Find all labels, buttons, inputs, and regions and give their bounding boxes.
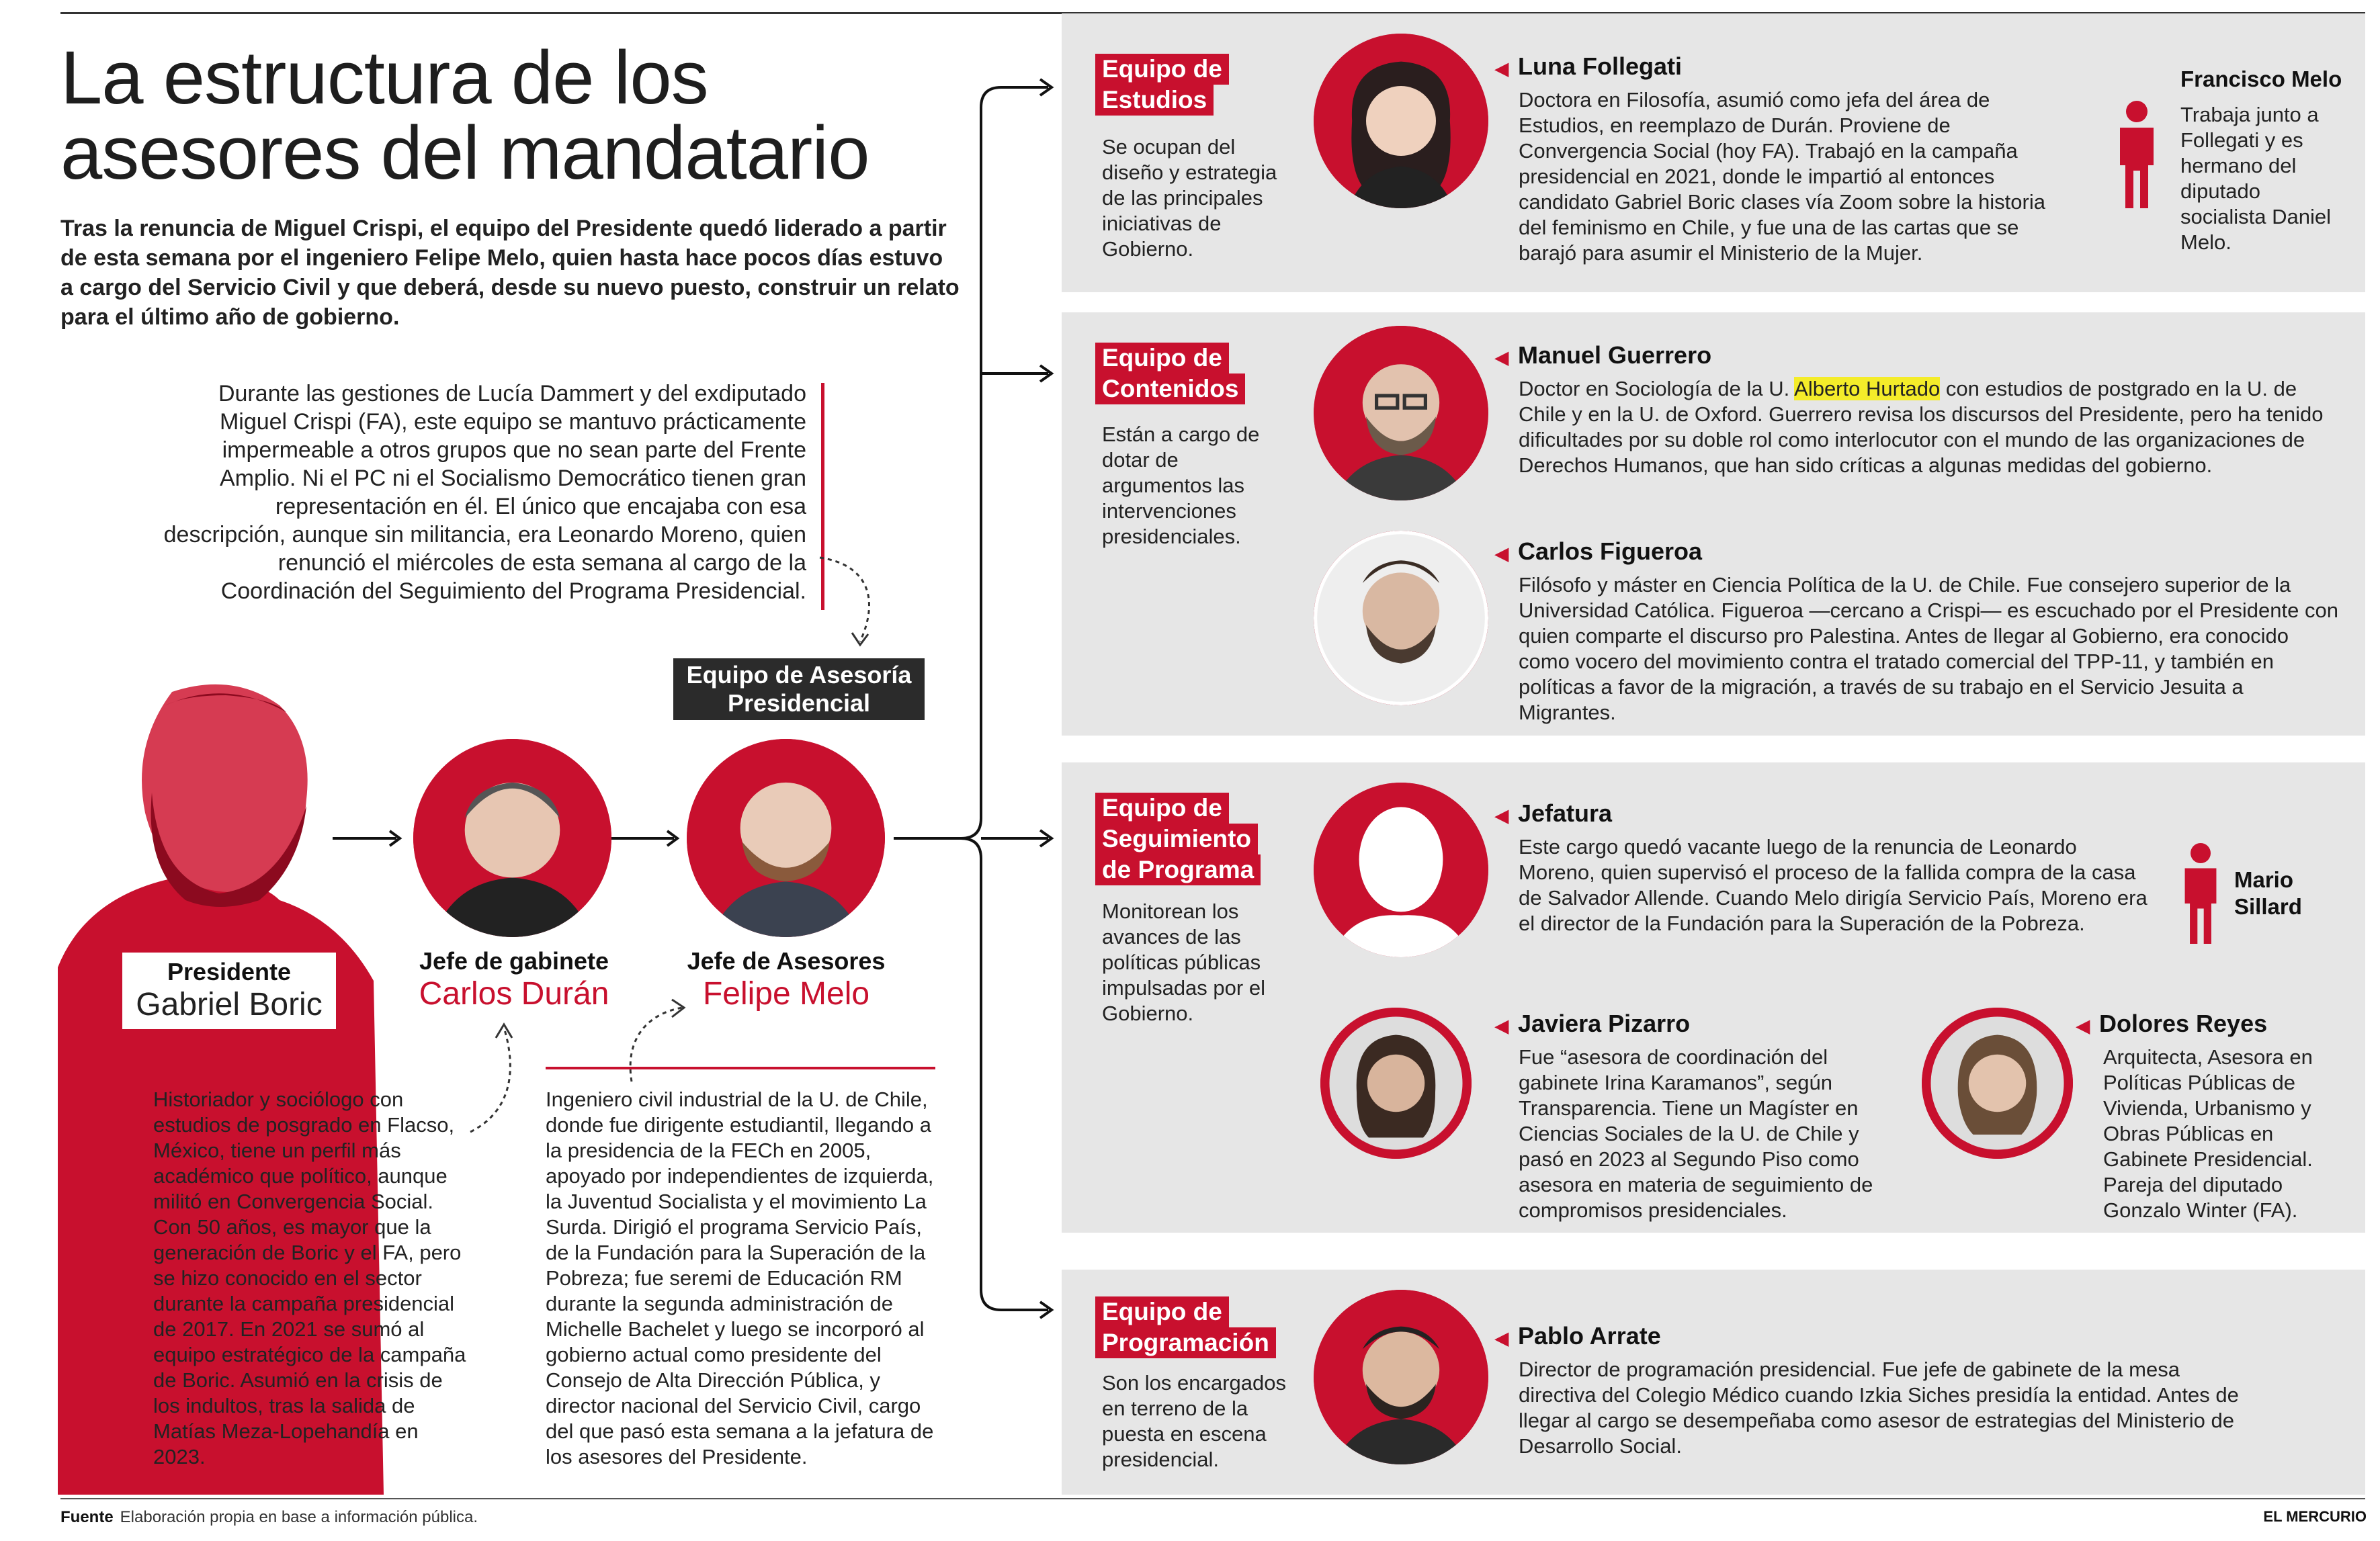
arrow-duran-to-melo [610, 828, 684, 848]
team-estudios-description: Se ocupan del diseño y estrategia de las principales iniciativas de Gobierno. [1102, 135, 1277, 261]
duran-photo [413, 739, 611, 937]
member-name: Manuel Guerrero [1518, 341, 1712, 369]
pointer-icon: ◀ [1495, 58, 1508, 79]
figueroa-name [1495, 537, 1702, 568]
guerrero-text [1519, 376, 2325, 478]
guerrero-photo [1314, 326, 1488, 500]
melo-bio-rule [546, 1067, 935, 1069]
pointer-icon: ◀ [1495, 1328, 1508, 1348]
francisco-melo-name: Francisco Melo [2180, 67, 2342, 91]
guerrero-name [1495, 341, 1711, 371]
pizarro-text: Fue “asesora de coordinación del gabinete Irina Karamanos”, según Transparencia. Tiene un Magíster en Ciencias Sociales de la U. de Chile y pasó en 2023 al Segundo Piso como asesora en materia de seguimiento de compromisos presidenciales. [1519, 1045, 1873, 1222]
source-note [60, 1508, 478, 1527]
duran-bio: Historiador y sociólogo con estudios de posgrado en Flacso, México, tiene un perfil más académico que político, aunque militó en Convergencia Social. Con 50 años, es mayor que la generación de Boric y el FA, pero se hizo conocido en el sector durante la campaña presidencial de 2017. En 2021 se sumó al equipo estratégico de la campaña de Boric. Asumió en la crisis de los indultos, tras la salida de Matías Meza-Lopehandía en 2023. [153, 1088, 466, 1468]
lead-paragraph: Tras la renuncia de Miguel Crispi, el equipo del Presidente quedó liderado a partir de esta semana por el ingeniero Felipe Melo, quien hasta hace pocos días estuvo a cargo del Servicio Civil y que deberá, desde su nuevo puesto, construir un relato para el último año de gobierno. [60, 216, 960, 330]
president-role: Presidente [167, 958, 292, 985]
melo-role: Jefe de Asesores [687, 947, 886, 975]
member-name: Jefatura [1518, 799, 1613, 827]
person-icon [2177, 843, 2224, 947]
jefatura-name [1495, 799, 1612, 830]
follegati-name [1495, 52, 1682, 83]
team-connector [894, 67, 1068, 1330]
team-tag-line: de Programa [1095, 854, 1261, 885]
francisco-melo-text: Trabaja junto a Follegati y es hermano del diputado socialista Daniel Melo. [2180, 103, 2331, 254]
pizarro-name [1495, 1010, 1690, 1040]
dotted-arrow-duran [464, 1018, 524, 1139]
pointer-icon: ◀ [1495, 1016, 1508, 1036]
melo-card [672, 947, 900, 1013]
member-name: Luna Follegati [1518, 52, 1683, 80]
member-name: Carlos Figueroa [1518, 537, 1703, 565]
team-tag-line: Equipo de [1095, 54, 1229, 85]
team-tag-line: Equipo de [1095, 343, 1229, 373]
jefatura-text: Este cargo quedó vacante luego de la renuncia de Leonardo Moreno, quien supervisó el proceso de la fallida compra de la casa de Salvador Allende. Cuando Melo dirigía Servicio País, Moreno era el director de la Fundación para la Superación de la Pobreza. [1519, 835, 2148, 935]
member-name: Dolores Reyes [2099, 1010, 2268, 1037]
reyes-photo [1922, 1008, 2073, 1159]
member-name: Javiera Pizarro [1518, 1010, 1691, 1037]
dotted-arrow-context [806, 551, 887, 652]
pizarro-photo [1320, 1008, 1472, 1159]
team-contenidos-tag [1095, 343, 1245, 404]
team-seguimiento-description: Monitorean los avances de las políticas públicas impulsadas por el Gobierno. [1102, 899, 1265, 1025]
follegati-photo [1314, 34, 1488, 208]
pointer-icon: ◀ [1495, 347, 1508, 367]
bottom-rule [60, 1498, 2365, 1499]
pointer-icon: ◀ [1495, 543, 1508, 564]
reyes-name [2076, 1010, 2267, 1040]
arrate-name [1495, 1322, 1661, 1352]
team-tag-line: Equipo de [1095, 793, 1229, 824]
follegati-text: Doctora en Filosofía, asumió como jefa del área de Estudios, en reemplazo de Durán. Proviene de Convergencia Social (hoy FA). Trabajó en la campaña presidencial en 2021, donde le impartió al entonces candidato Gabriel Boric clases vía Zoom sobre la historia del feminismo en Chile, y fue una de las cartas que se barajó para asumir el Ministerio de la Mujer. [1519, 88, 2045, 265]
guerrero-text-part: Doctor en Sociología de la U. [1519, 377, 1795, 400]
team-tag-line: Estudios [1095, 85, 1214, 116]
arrate-text: Director de programación presidencial. Fue jefe de gabinete de la mesa directiva del Colegio Médico cuando Izkia Siches presidía la entidad. Antes de llegar al cargo se desempeñaba como asesor de estrategias del Ministerio de Desarrollo Social. [1519, 1358, 2239, 1458]
melo-bio: Ingeniero civil industrial de la U. de Chile, donde fue dirigente estudiantil, llegando a la presidencia de la FECh en 2005, apoyado por independientes de izquierda, la Juventud Socialista y el movimiento La Surda. Dirigió el programa Servicio País, de la Fundación para la Superación de la Pobreza; fue seremi de Educación RM durante la segunda administración de Michelle Bachelet y luego se incorporó al gobierno actual como presidente del Consejo de Alta Dirección Pública, y director nacional del Servicio Civil, cargo del que pasó esta semana a la jefatura de los asesores del Presidente. [546, 1088, 934, 1468]
duran-role: Jefe de gabinete [419, 947, 609, 975]
figueroa-text: Filósofo y máster en Ciencia Política de la U. de Chile. Fue consejero superior de la Universidad Católica. Figueroa —cercano a Crispi— es escuchado por el Presidente con quien comparte el discurso pro Palestina. Antes de llegar al Gobierno, era conocido como vocero del movimiento contra el tratado comercial del TPP-11, y también en políticas a favor de la migración, a través de su trabajo en el Servicio Jesuita a Migrantes. [1519, 573, 2338, 724]
advisory-team-label: Equipo de Asesoría Presidencial [673, 658, 925, 720]
figueroa-photo [1314, 531, 1488, 705]
reyes-text: Arquitecta, Asesora en Políticas Públicas de Vivienda, Urbanismo y Obras Públicas en Gabinete Presidencial. Pareja del diputado Gonzalo Winter (FA). [2103, 1045, 2313, 1222]
page-title: La estructura de los asesores del mandatario [60, 36, 869, 195]
highlighted-text: Alberto Hurtado [1794, 377, 1941, 400]
team-seguimiento-tag [1095, 793, 1261, 885]
duran-name: Carlos Durán [419, 976, 609, 1012]
president-name: Gabriel Boric [136, 987, 323, 1022]
melo-photo [687, 739, 885, 937]
person-icon [2113, 101, 2160, 212]
source-text: Elaboración propia en base a información pública. [120, 1508, 478, 1526]
arrate-photo [1314, 1290, 1488, 1464]
team-tag-line: Seguimiento [1095, 824, 1258, 854]
source-label: Fuente [60, 1508, 114, 1526]
team-tag-line: Contenidos [1095, 373, 1245, 404]
duran-card [403, 947, 625, 1013]
arrow-president-to-duran [333, 828, 407, 848]
pointer-icon: ◀ [1495, 805, 1508, 826]
team-programacion-tag [1095, 1296, 1276, 1358]
context-paragraph: Durante las gestiones de Lucía Dammert y del exdiputado Miguel Crispi (FA), este equipo se mantuvo prácticamente impermeable a otros grupos que no sean parte del Frente Amplio. Ni el PC ni el Socialismo Democrático tienen gran representación en él. El único que encajaba con esa descripción, aunque sin militancia, era Leonardo Moreno, quien renunció el miércoles de esta semana al cargo de la Coordinación del Seguimiento del Programa Presidencial. [163, 381, 806, 604]
president-card [122, 953, 336, 1029]
team-estudios-tag [1095, 54, 1229, 116]
vacant-avatar [1314, 783, 1488, 957]
team-contenidos-description: Están a cargo de dotar de argumentos las intervenciones presidenciales. [1102, 423, 1260, 548]
team-programacion-description: Son los encargados en terreno de la puesta en escena presidencial. [1102, 1371, 1287, 1471]
melo-name: Felipe Melo [702, 976, 870, 1012]
team-tag-line: Equipo de [1095, 1296, 1229, 1327]
mario-sillard-name: Mario Sillard [2234, 867, 2302, 919]
pointer-icon: ◀ [2076, 1016, 2090, 1036]
team-tag-line: Programación [1095, 1327, 1276, 1358]
member-name: Pablo Arrate [1518, 1322, 1661, 1350]
brand-logo: EL MERCURIO [2263, 1508, 2367, 1525]
guerrero-text-part: con estudios de postgrado en la U. de Chile y en la U. de Oxford. Guerrero revisa los discursos del Presidente, pero ha tenido dificultades por su doble rol como interlocutor con el mundo de las organizaciones de Derechos Humanos, que han sido críticas a algunas medidas del gobierno. [1519, 377, 2324, 477]
